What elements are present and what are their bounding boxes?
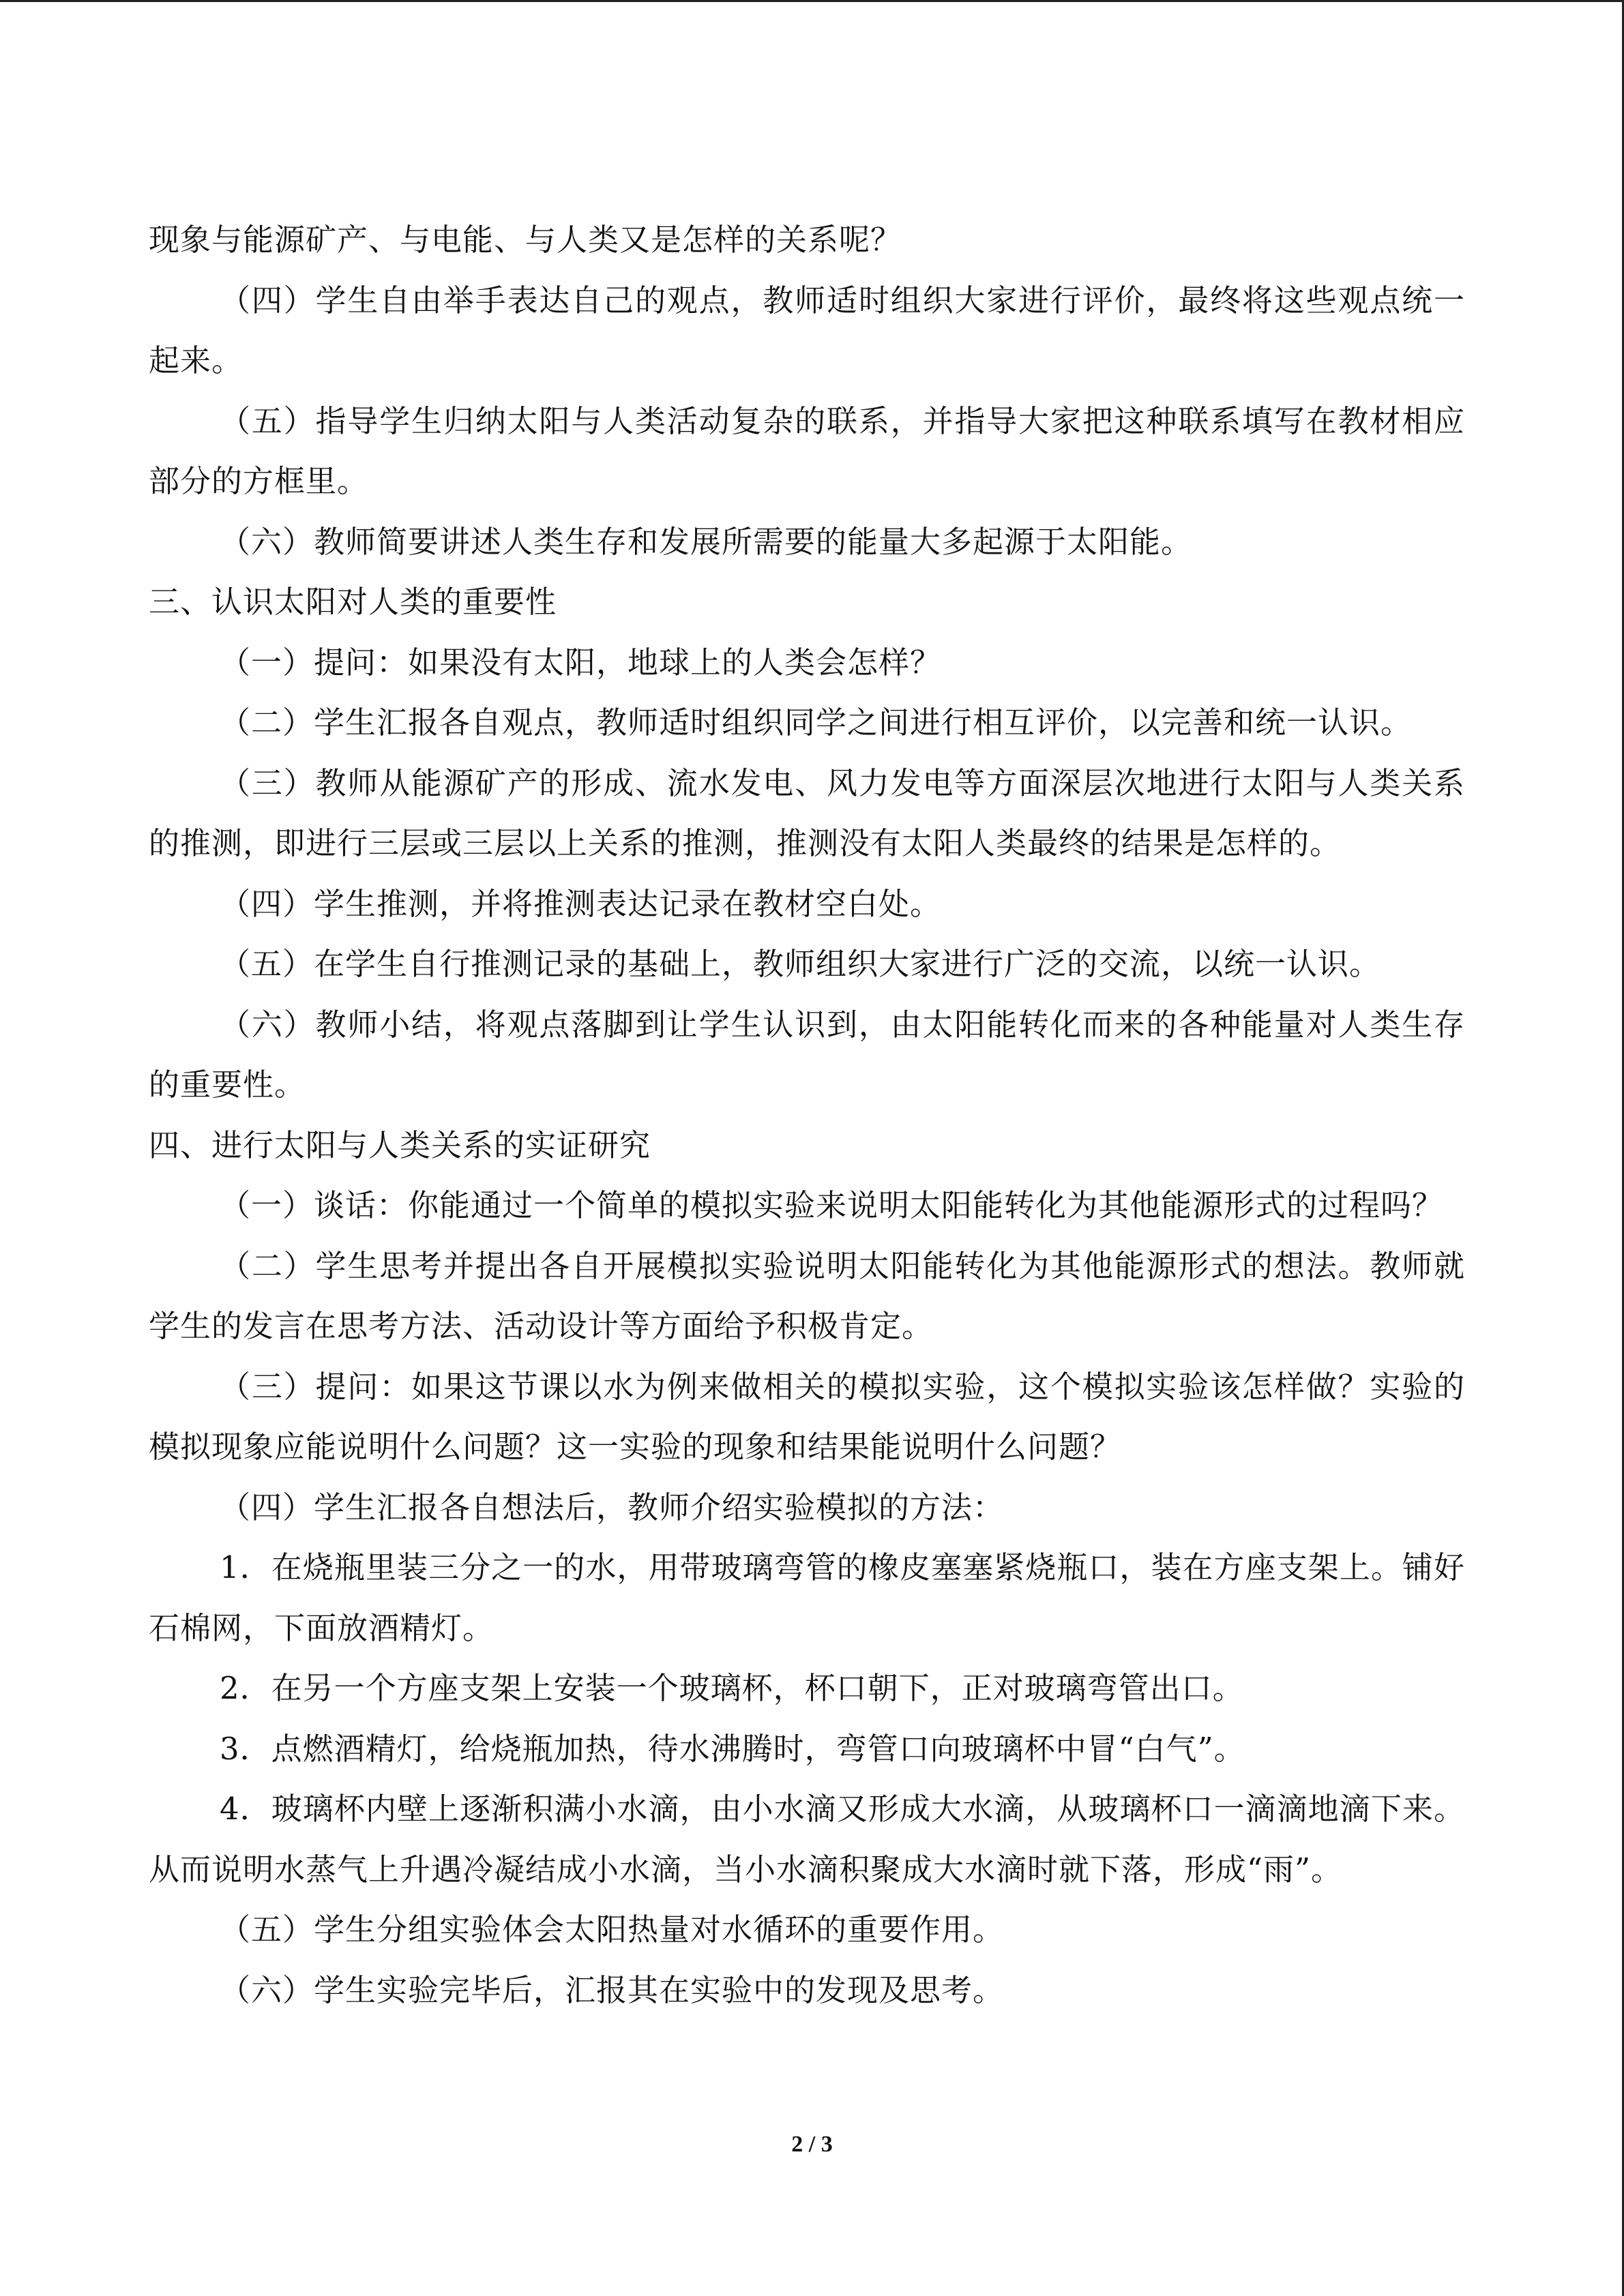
paragraph: （六）学生实验完毕后，汇报其在实验中的发现及思考。 (220, 1971, 1005, 2008)
paragraph: （三）提问：如果这节课以水为例来做相关的模拟实验，这个模拟实验该怎样做？实验的模拟现象应能说明什么问题？这一实验的现象和结果能说明什么问题？ (149, 1368, 1465, 1465)
page-top-border (0, 0, 1624, 2)
paragraph: （四）学生推测，并将推测表达记录在教材空白处。 (220, 885, 942, 922)
section-heading: 四、进行太阳与人类关系的实证研究 (149, 1127, 651, 1163)
paragraph: （五）学生分组实验体会太阳热量对水循环的重要作用。 (220, 1911, 1005, 1948)
section-heading: 三、认识太阳对人类的重要性 (149, 584, 557, 620)
numbered-step: 4．玻璃杯内壁上逐渐积满小水滴，由小水滴又形成大水滴，从玻璃杯口一滴滴地滴下来。从而说明水蒸气上升遇冷凝结成小水滴，当小水滴积聚成大水滴时就下落，形成“雨”。 (149, 1791, 1465, 1888)
paragraph: （四）学生自由举手表达自己的观点，教师适时组织大家进行评价，最终将这些观点统一起来。 (149, 282, 1465, 378)
numbered-step: 1．在烧瓶里装三分之一的水，用带玻璃弯管的橡皮塞塞紧烧瓶口，装在方座支架上。铺好石棉网，下面放酒精灯。 (149, 1549, 1465, 1646)
paragraph: （一）谈话：你能通过一个简单的模拟实验来说明太阳能转化为其他能源形式的过程吗？ (220, 1187, 1444, 1223)
paragraph: （六）教师简要讲述人类生存和发展所需要的能量大多起源于太阳能。 (220, 523, 1193, 560)
numbered-step: 3．点燃酒精灯，给烧瓶加热，待水沸腾时，弯管口向玻璃杯中冒“白气”。 (220, 1730, 1245, 1767)
paragraph: （五）在学生自行推测记录的基础上，教师组织大家进行广泛的交流，以统一认识。 (220, 946, 1381, 982)
paragraph: （四）学生汇报各自想法后，教师介绍实验模拟的方法： (220, 1489, 1005, 1525)
page-number: 2 / 3 (791, 2132, 833, 2157)
document-body (149, 210, 1465, 2021)
paragraph: （二）学生汇报各自观点，教师适时组织同学之间进行相互评价，以完善和统一认识。 (220, 704, 1413, 741)
numbered-step: 2．在另一个方座支架上安装一个玻璃杯，杯口朝下，正对玻璃弯管出口。 (220, 1670, 1244, 1706)
paragraph: （二）学生思考并提出各自开展模拟实验说明太阳能转化为其他能源形式的想法。教师就学生的发言在思考方法、活动设计等方面给予积极肯定。 (149, 1247, 1465, 1344)
paragraph: 现象与能源矿产、与电能、与人类又是怎样的关系呢？ (149, 222, 902, 258)
paragraph: （三）教师从能源矿产的形成、流水发电、风力发电等方面深层次地进行太阳与人类关系的推测，即进行三层或三层以上关系的推测，推测没有太阳人类最终的结果是怎样的。 (149, 764, 1465, 861)
paragraph: （一）提问：如果没有太阳，地球上的人类会怎样？ (220, 644, 942, 681)
paragraph: （六）教师小结，将观点落脚到让学生认识到，由太阳能转化而来的各种能量对人类生存的重要性。 (149, 1006, 1465, 1103)
paragraph: （五）指导学生归纳太阳与人类活动复杂的联系，并指导大家把这种联系填写在教材相应部分的方框里。 (149, 402, 1465, 499)
